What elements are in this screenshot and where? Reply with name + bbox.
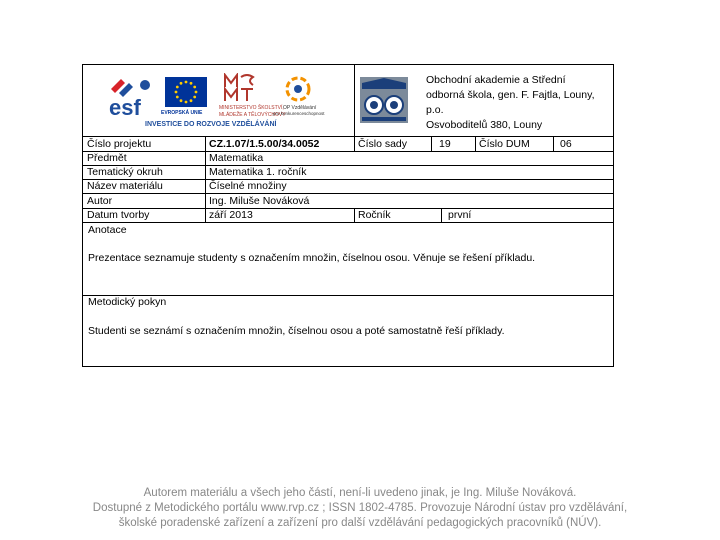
school-address <box>426 73 611 133</box>
footer-line-3: školské poradenské zařízení a zařízení pro další vzdělávání pedagogických pracovníků (NÚV). <box>118 517 602 529</box>
op-label-1: OP Vzdělávání <box>283 105 317 111</box>
annotation-title: Anotace <box>88 224 127 236</box>
author-value: Ing. Miluše Nováková <box>209 195 310 207</box>
school-line-2: odborná škola, gen. F. Fajtla, Louny, <box>426 89 595 101</box>
row-divider <box>83 151 613 152</box>
author-label: Autor <box>87 195 113 207</box>
col-divider <box>354 136 355 151</box>
set-value: 19 <box>439 138 451 150</box>
eu-flag-icon <box>165 77 207 107</box>
footer-credits <box>0 486 720 531</box>
school-logo-icon <box>360 77 408 123</box>
project-label: Číslo projektu <box>87 138 152 150</box>
project-value: CZ.1.07/1.5.00/34.0052 <box>209 138 320 150</box>
material-value: Číselné množiny <box>209 180 287 192</box>
esf-logo-icon <box>107 75 157 119</box>
op-logo-icon <box>283 75 313 103</box>
footer-line-1: Autorem materiálu a všech jeho částí, není-li uvedeno jinak, je Ing. Miluše Nováková. <box>143 487 577 499</box>
esf-logo-text: esf <box>109 95 141 119</box>
metadata-sheet <box>82 64 614 367</box>
op-label-2: pro konkurenceschopnost <box>273 111 325 116</box>
dum-label: Číslo DUM <box>479 138 530 150</box>
annotation-text: Prezentace seznamuje studenty s označením množin, číselnou osou. Věnuje se řešení příkladu. <box>88 252 536 264</box>
date-value: září 2013 <box>209 209 253 221</box>
topic-value: Matematika 1. ročník <box>209 166 307 178</box>
set-label: Číslo sady <box>358 138 408 150</box>
msmt-label-1: MINISTERSTVO ŠKOLSTVÍ, <box>219 105 284 111</box>
row-divider <box>83 136 613 137</box>
msmt-logo-icon <box>223 73 257 103</box>
topic-label: Tematický okruh <box>87 166 163 178</box>
subject-label: Předmět <box>87 152 127 164</box>
logo-strip <box>103 71 353 133</box>
col-divider <box>553 136 554 151</box>
col-divider <box>475 136 476 151</box>
msmt-label-2: MLÁDEŽE A TĚLOVÝCHOVY <box>219 112 286 118</box>
method-text: Studenti se seznámí s označením množin, číselnou osou a poté samostatně řeší příklady. <box>88 325 505 337</box>
school-line-1: Obchodní akademie a Střední <box>426 74 566 86</box>
investment-banner: INVESTICE DO ROZVOJE VZDĚLÁVÁNÍ <box>145 121 277 128</box>
row-divider <box>83 208 613 209</box>
method-title: Metodický pokyn <box>88 296 167 308</box>
date-label: Datum tvorby <box>87 209 150 221</box>
subject-value: Matematika <box>209 152 264 164</box>
school-line-4: Osvoboditelů 380, Louny <box>426 119 543 131</box>
col-divider <box>354 208 355 222</box>
col-divider <box>431 136 432 151</box>
grade-label: Ročník <box>358 209 391 221</box>
dum-value: 06 <box>560 138 572 150</box>
row-divider <box>83 222 613 223</box>
col-divider <box>441 208 442 222</box>
material-label: Název materiálu <box>87 180 163 192</box>
eu-label: EVROPSKÁ UNIE <box>161 110 203 116</box>
grade-value: první <box>448 209 472 221</box>
footer-line-2: Dostupné z Metodického portálu www.rvp.cz ; ISSN 1802-4785. Provozuje Národní ústav pro vzdělávání, <box>92 502 628 514</box>
school-line-3: p.o. <box>426 104 444 116</box>
header-divider <box>354 65 355 136</box>
col-divider <box>205 136 206 222</box>
row-divider <box>83 193 613 194</box>
